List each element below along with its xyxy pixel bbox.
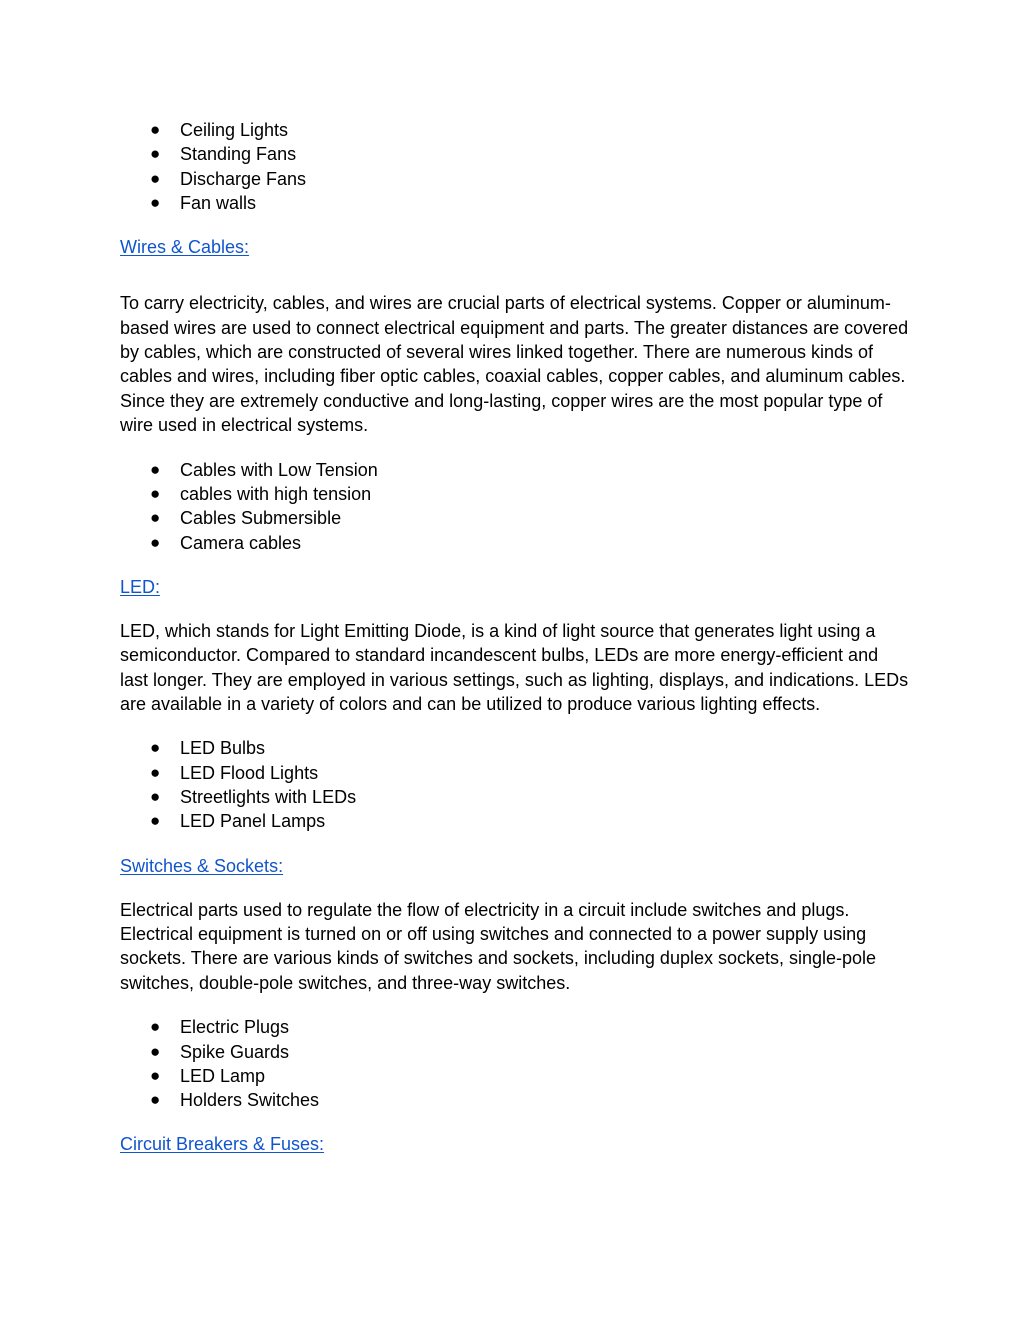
led-paragraph: LED, which stands for Light Emitting Diode, is a kind of light source that generates light using a semiconductor. Compared to standard incandescent bulbs, LEDs are more energy-efficient and last longer. They are employed in various settings, such as lighting, displays, and indications. LEDs are available in a variety of colors and can be utilized to produce various lighting effects.	[120, 620, 909, 715]
list-item-text: Electric Plugs	[180, 1017, 290, 1038]
list-item-text: Holders Switches	[180, 1090, 320, 1111]
bullet-icon: ●	[150, 508, 161, 528]
list-item-text: Fan walls	[180, 192, 257, 213]
list-item-text: Ceiling Lights	[180, 120, 289, 140]
bullet-icon: ●	[150, 120, 161, 139]
bullet-icon: ●	[150, 762, 161, 782]
bullet-icon: ●	[150, 192, 161, 212]
list-item-text: Cables with Low Tension	[180, 459, 378, 480]
bullet-icon: ●	[150, 168, 161, 188]
list-item-text: LED Bulbs	[180, 738, 266, 759]
led-bullet-list	[120, 736, 910, 833]
intro-bullet-list	[120, 118, 910, 215]
list-item-text: Spike Guards	[180, 1041, 290, 1062]
list-item-text: Cables Submersible	[180, 508, 342, 529]
bullet-icon: ●	[150, 1065, 161, 1085]
wires-cables-bullet-list	[120, 458, 910, 555]
list-item-text: cables with high tension	[180, 483, 372, 504]
list-item	[120, 142, 910, 166]
bullet-icon: ●	[150, 459, 161, 479]
bullet-icon: ●	[150, 811, 161, 831]
list-item-text: LED Lamp	[180, 1065, 266, 1086]
list-item	[120, 785, 910, 809]
list-item-text: Streetlights with LEDs	[180, 787, 357, 808]
list-item	[120, 531, 910, 555]
list-item-text: Camera cables	[180, 532, 302, 553]
list-item	[120, 167, 910, 191]
wires-cables-paragraph: To carry electricity, cables, and wires are crucial parts of electrical systems. Copper or aluminum-based wires are used to connect electrical equipment and parts. The greater distances are covered by cables, which are constructed of several wires linked together. There are numerous kinds of cables and wires, including fiber optic cables, coaxial cables, copper cables, and aluminum cables. Since they are extremely conductive and long-lasting, copper wires are the most popular type of wire used in electrical systems.	[120, 293, 909, 436]
switches-sockets-heading-link[interactable]: Switches & Sockets:	[120, 855, 284, 876]
led-heading-link[interactable]: LED:	[120, 576, 161, 597]
switches-sockets-paragraph: Electrical parts used to regulate the flow of electricity in a circuit include switches and plugs. Electrical equipment is turned on or off using switches and connected to a power supply using sockets. There are various kinds of switches and sockets, including duplex sockets, single-pole switches, double-pole switches, and three-way switches.	[120, 899, 877, 993]
list-item-text: Standing Fans	[180, 144, 297, 165]
bullet-icon: ●	[150, 532, 161, 552]
list-item	[120, 736, 910, 760]
wires-cables-heading-link[interactable]: Wires & Cables:	[120, 237, 250, 258]
list-item	[120, 506, 910, 530]
list-item	[120, 1015, 910, 1039]
circuit-breakers-fuses-heading-link[interactable]: Circuit Breakers & Fuses:	[120, 1134, 325, 1155]
list-item-text: LED Panel Lamps	[180, 811, 326, 832]
list-item	[120, 809, 910, 833]
list-item-text: LED Flood Lights	[180, 762, 319, 783]
bullet-icon: ●	[150, 738, 161, 758]
list-item	[120, 482, 910, 506]
list-item	[120, 1088, 910, 1112]
list-item	[120, 1040, 910, 1064]
list-item	[120, 118, 910, 142]
list-item	[120, 458, 910, 482]
list-item	[120, 191, 910, 215]
document-page	[120, 118, 910, 1156]
bullet-icon: ●	[150, 1017, 161, 1037]
bullet-icon: ●	[150, 483, 161, 503]
bullet-icon: ●	[150, 144, 161, 164]
switches-sockets-bullet-list	[120, 1015, 910, 1112]
list-item	[120, 761, 910, 785]
bullet-icon: ●	[150, 1090, 161, 1110]
bullet-icon: ●	[150, 1041, 161, 1061]
list-item-text: Discharge Fans	[180, 168, 307, 189]
bullet-icon: ●	[150, 787, 161, 807]
list-item	[120, 1064, 910, 1088]
